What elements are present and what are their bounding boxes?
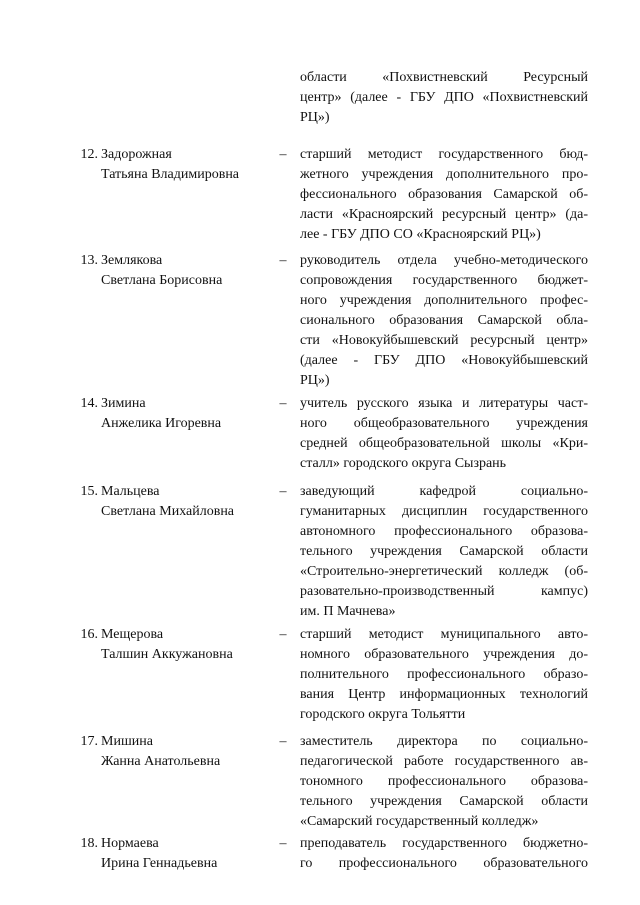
given-names: Татьяна Владимировна [101, 167, 240, 182]
description-line: городского округа Тольятти [300, 707, 466, 722]
description-line: РЦ») [300, 373, 330, 388]
item-number: 14. [80, 396, 98, 411]
given-names: Светлана Михайловна [101, 504, 235, 519]
surname: Мишина [101, 734, 153, 749]
item-number: 15. [80, 484, 98, 499]
given-names: Талшин Аккужановна [101, 647, 233, 662]
description-line: педагогической работе государственного ав- [300, 754, 588, 769]
position-description [300, 834, 588, 874]
description-line: учитель русского языка и литературы част- [300, 396, 588, 411]
position-description [300, 482, 588, 622]
surname: Задорожная [101, 147, 172, 162]
description-line: сопровождения государственного бюджет- [300, 273, 588, 288]
description-line: «Самарский государственный колледж» [300, 814, 539, 829]
description-line: средней общеобразовательной школы «Кри- [300, 436, 588, 451]
description-line: им. П Мачнева» [300, 604, 396, 619]
surname: Мещерова [101, 627, 164, 642]
person-name [101, 482, 281, 522]
description-line: разовательно-производственный кампус) [300, 584, 588, 599]
item-number: 13. [80, 253, 98, 268]
dash-separator: – [279, 253, 287, 268]
position-description [300, 394, 588, 474]
description-line: вания Центр информационных технологий [300, 687, 588, 702]
description-line: области «Похвистневский Ресурсный [300, 70, 588, 85]
dash-separator: – [279, 484, 287, 499]
description-line: номного образовательного учреждения до- [300, 647, 588, 662]
description-line: руководитель отдела учебно-методического [300, 253, 588, 268]
given-names: Анжелика Игоревна [101, 416, 222, 431]
description-line: РЦ») [300, 110, 330, 125]
description-line: жетного учреждения дополнительного про- [300, 167, 588, 182]
description-line: преподаватель государственного бюджетно- [300, 836, 588, 851]
description-line: лее - ГБУ ДПО СО «Красноярский РЦ») [300, 227, 541, 242]
description-line: сионального образования Самарской обла- [300, 313, 588, 328]
description-line: ласти «Красноярский ресурсный центр» (да- [300, 207, 588, 222]
item-number: 17. [80, 734, 98, 749]
description-line: заведующий кафедрой социально- [300, 484, 588, 499]
description-line: ного общеобразовательного учреждения [300, 416, 588, 431]
description-line: сти «Новокуйбышевский ресурсный центр» [300, 333, 588, 348]
position-description [300, 145, 588, 245]
surname: Землякова [101, 253, 163, 268]
description-line: тельного учреждения Самарской области [300, 794, 588, 809]
item-number: 18. [80, 836, 98, 851]
person-name [101, 145, 281, 185]
item-number: 16. [80, 627, 98, 642]
dash-separator: – [279, 734, 287, 749]
person-name [101, 732, 281, 772]
position-description [300, 251, 588, 391]
person-name [101, 625, 281, 665]
description-line: сталл» городского округа Сызрань [300, 456, 507, 471]
dash-separator: – [279, 627, 287, 642]
description-line: заместитель директора по социально- [300, 734, 588, 749]
continuation-description [300, 68, 588, 128]
description-line: гуманитарных дисциплин государственного [300, 504, 588, 519]
given-names: Ирина Геннадьевна [101, 856, 218, 871]
description-line: старший методист муниципального авто- [300, 627, 588, 642]
description-line: ного учреждения дополнительного профес- [300, 293, 588, 308]
dash-separator: – [279, 836, 287, 851]
person-name [101, 394, 281, 434]
dash-separator: – [279, 396, 287, 411]
given-names: Светлана Борисовна [101, 273, 223, 288]
description-line: автономного профессионального образова- [300, 524, 588, 539]
description-line: старший методист государственного бюд- [300, 147, 588, 162]
position-description [300, 625, 588, 725]
description-line: го профессионального образовательного [300, 856, 588, 871]
person-name [101, 251, 281, 291]
description-line: «Строительно-энергетический колледж (об- [300, 564, 588, 579]
item-number: 12. [80, 147, 98, 162]
description-line: тельного учреждения Самарской области [300, 544, 588, 559]
description-line: (далее - ГБУ ДПО «Новокуйбышевский [300, 353, 588, 368]
description-line: центр» (далее - ГБУ ДПО «Похвистневский [300, 90, 588, 105]
dash-separator: – [279, 147, 287, 162]
surname: Мальцева [101, 484, 160, 499]
surname: Зимина [101, 396, 146, 411]
surname: Нормаева [101, 836, 159, 851]
given-names: Жанна Анатольевна [101, 754, 221, 769]
description-line: тономного профессионального образова- [300, 774, 588, 789]
description-line: фессионального образования Самарской об- [300, 187, 588, 202]
person-name [101, 834, 281, 874]
position-description [300, 732, 588, 832]
description-line: полнительного профессионального образо- [300, 667, 588, 682]
